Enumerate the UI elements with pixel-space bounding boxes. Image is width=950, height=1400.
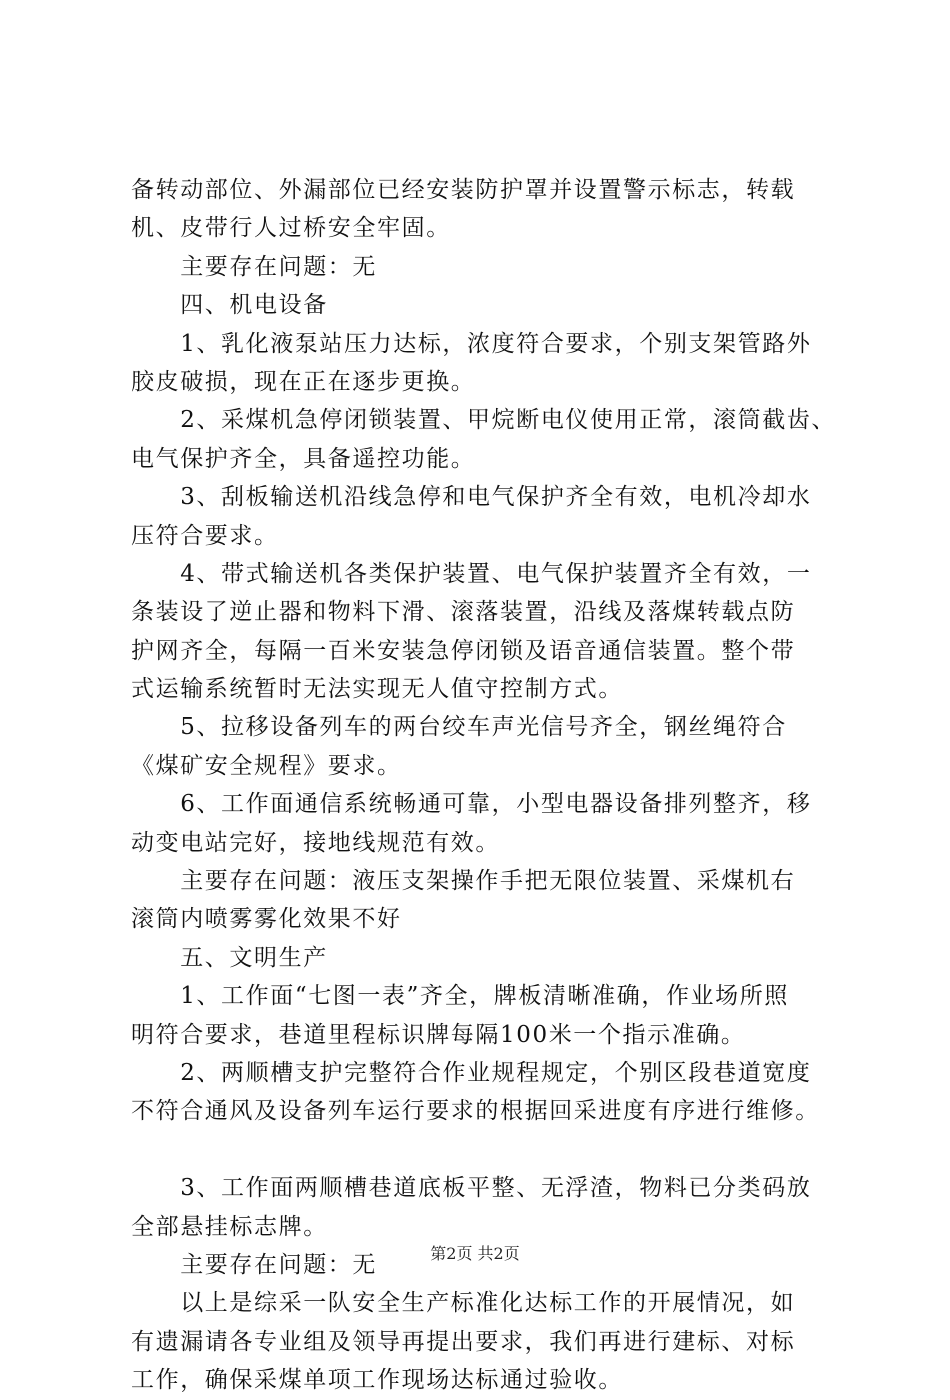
text-line: 电气保护齐全，具备遥控功能。: [131, 445, 476, 472]
text-line: 工作，确保采煤单项工作现场达标通过验收。: [131, 1367, 623, 1394]
document-body: [131, 171, 851, 1400]
text-line: 动变电站完好，接地线规范有效。: [131, 829, 500, 856]
text-line: 5、拉移设备列车的两台绞车声光信号齐全，钢丝绳符合: [131, 714, 787, 741]
text-line: 2、两顺槽支护完整符合作业规程规定，个别区段巷道宽度: [131, 1059, 812, 1086]
text-line: 1、工作面“七图一表”齐全，牌板清晰准确，作业场所照: [131, 983, 789, 1010]
blank-line: [131, 1131, 851, 1169]
section-heading: 四、机电设备: [131, 292, 328, 319]
text-line: 2、采煤机急停闭锁装置、甲烷断电仪使用正常，滚筒截齿、: [131, 407, 837, 434]
text-line: 主要存在问题：无: [131, 1251, 377, 1278]
text-line: 明符合要求，巷道里程标识牌每隔100米一个指示准确。: [131, 1021, 746, 1048]
text-line: 6、工作面通信系统畅通可靠，小型电器设备排列整齐，移: [131, 791, 812, 818]
text-line: 胶皮破损，现在正在逐步更换。: [131, 368, 476, 395]
text-line: 主要存在问题：液压支架操作手把无限位装置、采煤机右: [131, 868, 796, 895]
text-line: 护网齐全，每隔一百米安装急停闭锁及语音通信装置。整个带: [131, 637, 796, 664]
text-line: 滚筒内喷雾雾化效果不好: [131, 906, 402, 933]
text-line: 3、工作面两顺槽巷道底板平整、无浮渣，物料已分类码放: [131, 1175, 812, 1202]
text-line: 1、乳化液泵站压力达标，浓度符合要求，个别支架管路外: [131, 330, 812, 357]
text-line: 以上是综采一队安全生产标准化达标工作的开展情况，如: [131, 1290, 796, 1317]
text-line: 压符合要求。: [131, 522, 279, 549]
text-line: 《煤矿安全规程》要求。: [131, 752, 402, 779]
section-heading: 五、文明生产: [131, 944, 328, 971]
text-line: 式运输系统暂时无法实现无人值守控制方式。: [131, 676, 623, 703]
text-line: 主要存在问题：无: [131, 253, 377, 280]
page-footer: 第2页 共2页: [430, 1244, 520, 1263]
text-line: 机、皮带行人过桥安全牢固。: [131, 215, 451, 242]
text-line: 有遗漏请各专业组及领导再提出要求，我们再进行建标、对标: [131, 1328, 796, 1355]
text-line: 全部悬挂标志牌。: [131, 1213, 328, 1240]
text-line: 4、带式输送机各类保护装置、电气保护装置齐全有效，一: [131, 560, 812, 587]
text-line: 3、刮板输送机沿线急停和电气保护齐全有效，电机冷却水: [131, 484, 812, 511]
text-line: 备转动部位、外漏部位已经安装防护罩并设置警示标志，转载: [131, 177, 796, 203]
text-line: 不符合通风及设备列车运行要求的根据回采进度有序进行维修。: [131, 1098, 820, 1125]
text-line: 条装设了逆止器和物料下滑、滚落装置，沿线及落煤转载点防: [131, 599, 796, 626]
